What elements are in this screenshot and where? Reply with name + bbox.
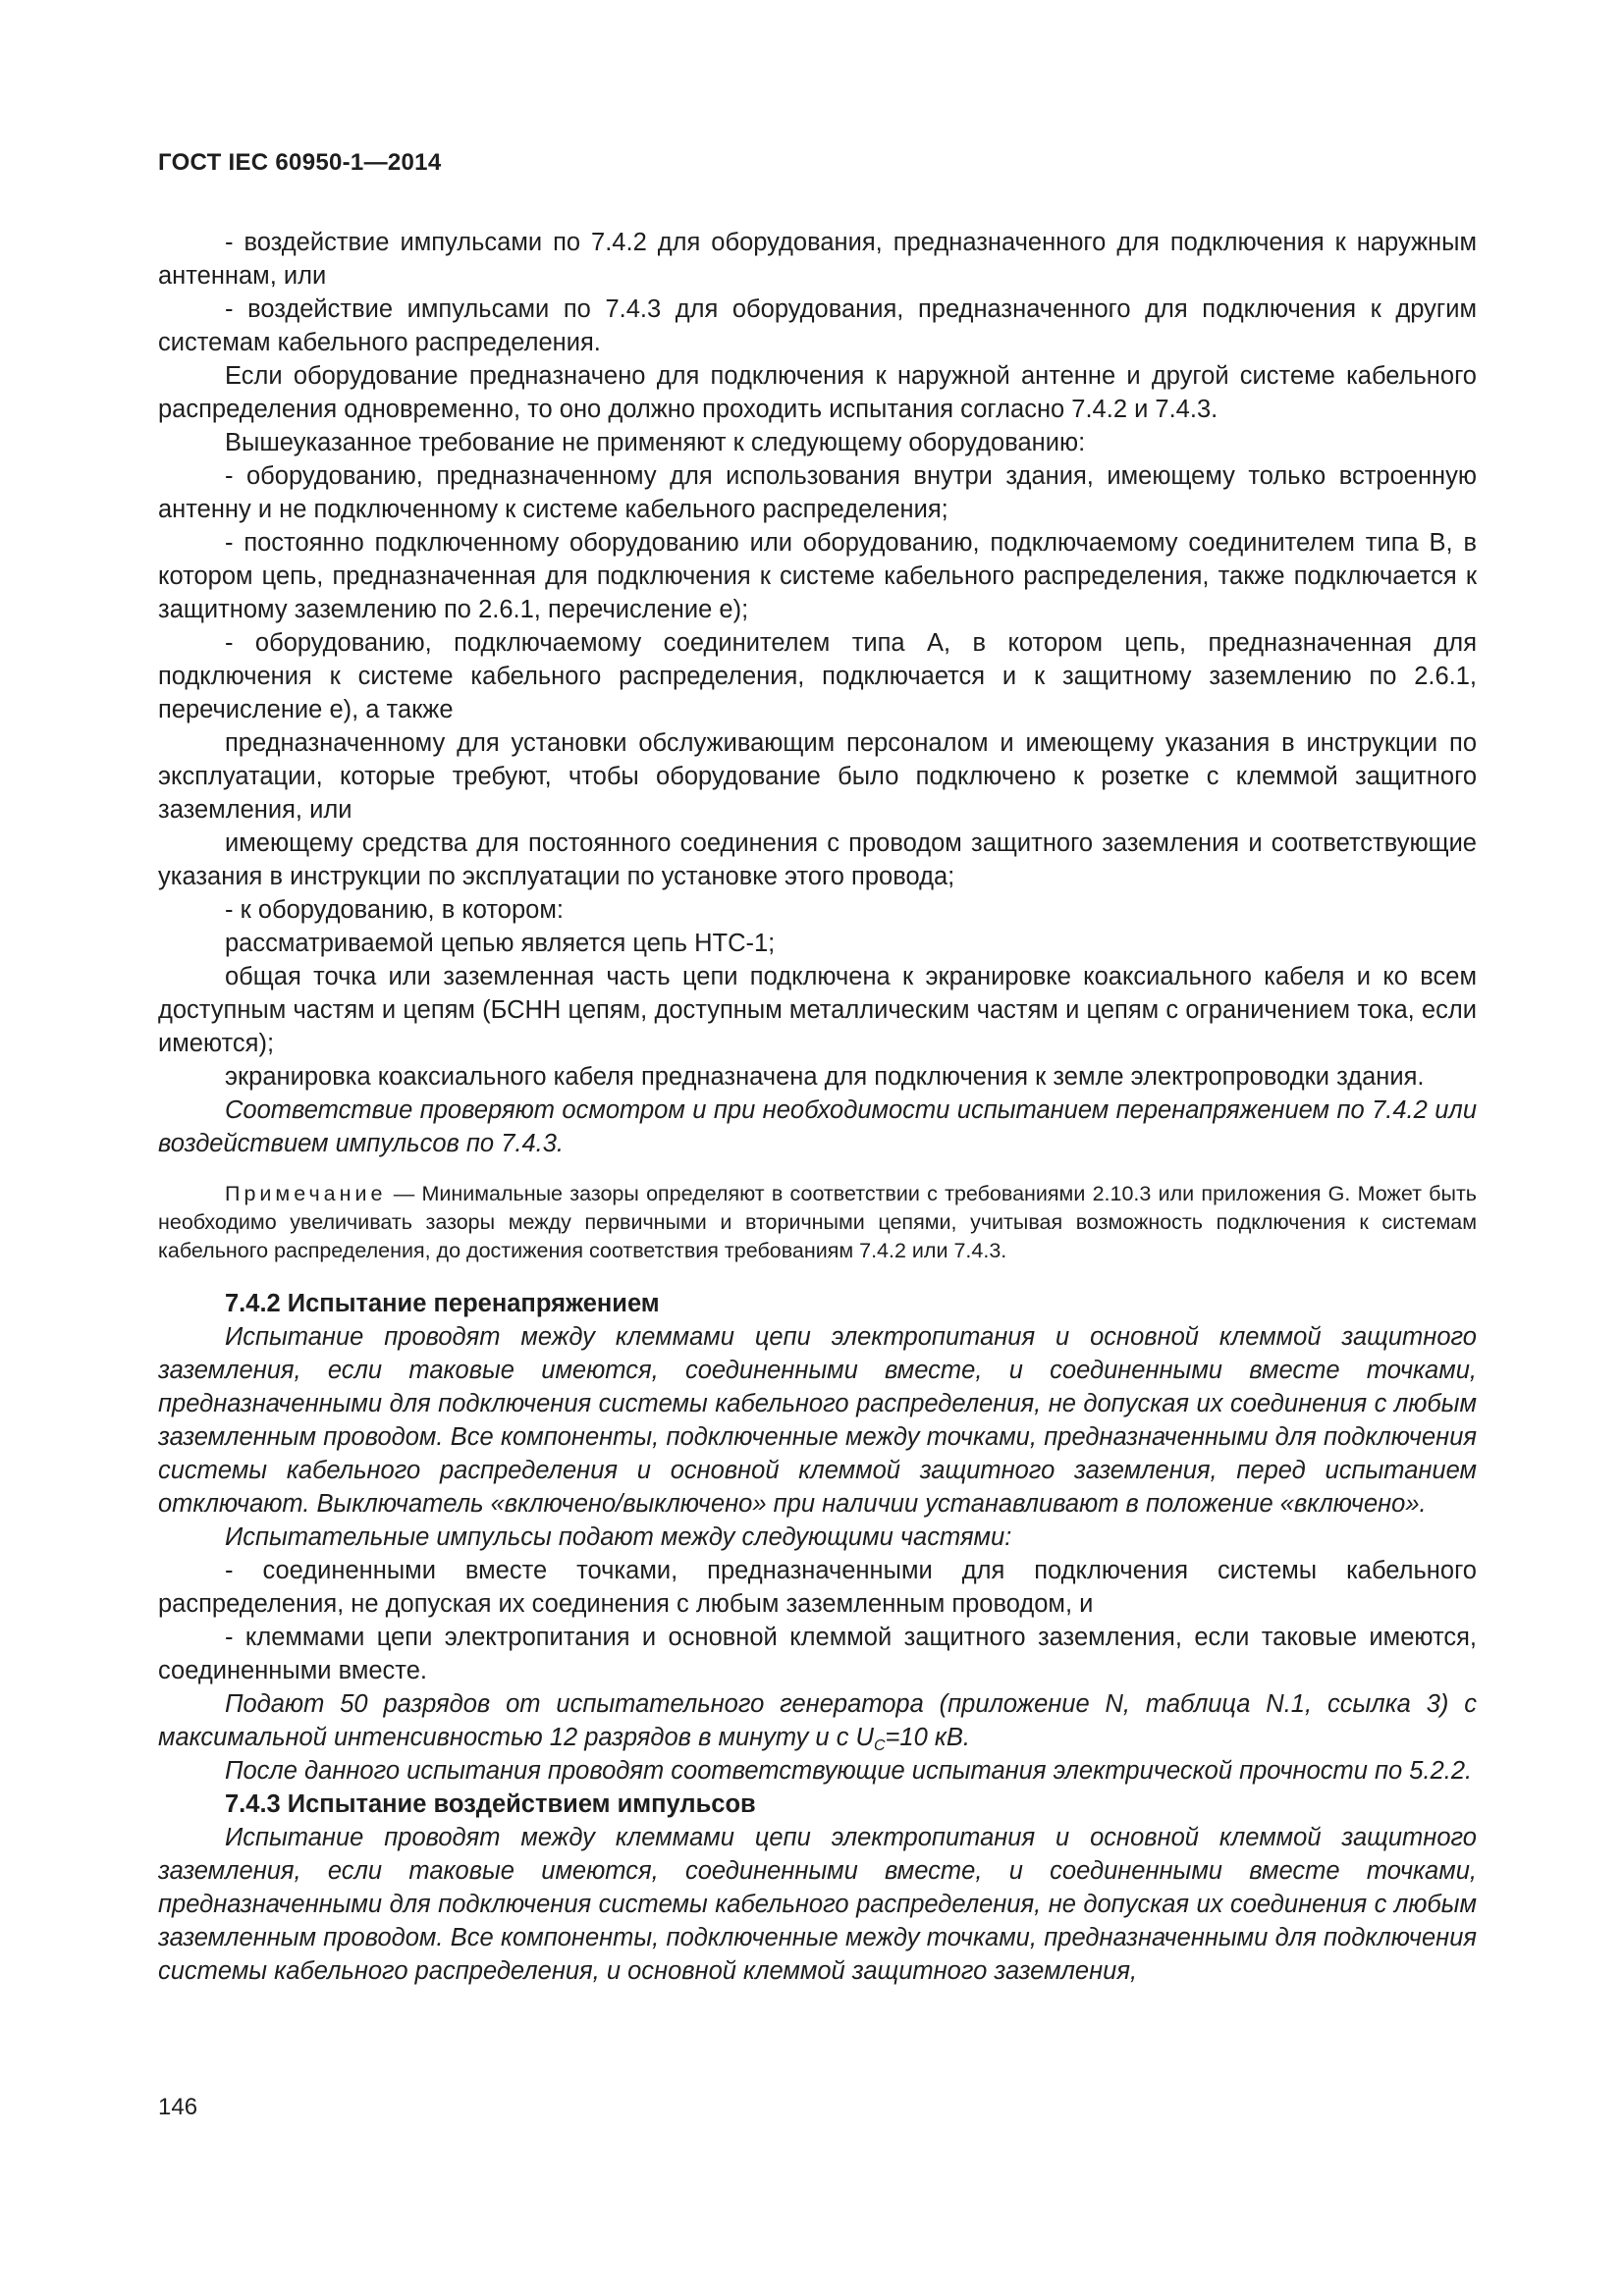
page-number: 146 — [158, 2094, 198, 2120]
paragraph: - соединенными вместе точками, предназначенными для подключения системы кабельного распределения, не допуская их соединения с любым заземленным проводом, и — [158, 1557, 1477, 1618]
compliance-paragraph: Соответствие проверяют осмотром и при необходимости испытанием перенапряжением по 7.4.2 или воздействием импульсов по 7.4.3. — [158, 1096, 1477, 1157]
paragraph: - к оборудованию, в котором: — [225, 896, 564, 924]
paragraph: рассматриваемой цепью является цепь НТС-1; — [225, 930, 776, 957]
section-heading-7-4-3: 7.4.3 Испытание воздействием импульсов — [225, 1790, 756, 1818]
paragraph: Испытание проводят между клеммами цепи электропитания и основной клеммой защитного заземления, если таковые имеются, соединенными вместе, и соединенными вместе точками, предназначенными для подключения системы кабельного распределения, не допуская их соединения с любым заземленным проводом. Все компоненты, подключенные между точками, предназначенными для подключения системы кабельного распределения, и основной клеммой защитного заземления, — [158, 1824, 1477, 1985]
text-run: Подают 50 разрядов от испытательного генератора (приложение N, таблица N.1, ссылка 3) с максимальной интенсивностью 12 разрядов в минуту и с U — [158, 1690, 1477, 1751]
paragraph: имеющему средства для постоянного соединения с проводом защитного заземления и соответствующие указания в инструкции по эксплуатации по установке этого провода; — [158, 829, 1477, 890]
paragraph: - воздействие импульсами по 7.4.3 для оборудования, предназначенного для подключения к другим системам кабельного распределения. — [158, 295, 1477, 356]
main-text — [158, 226, 1477, 1988]
subscript: C — [873, 1737, 886, 1754]
text-run: =10 кВ. — [885, 1724, 971, 1751]
paragraph: Испытание проводят между клеммами цепи электропитания и основной клеммой защитного заземления, если таковые имеются, соединенными вместе, и соединенными вместе точками, предназначенными для подключения системы кабельного распределения, не допуская их соединения с любым заземленным проводом. Все компоненты, подключенные между точками, предназначенными для подключения системы кабельного распределения и основной клеммой защитного заземления, перед испытанием отключают. Выключатель «включено/выключено» при наличии устанавливают в положение «включено». — [158, 1323, 1477, 1518]
note-label: Примечание — [225, 1182, 387, 1205]
paragraph: - оборудованию, предназначенному для использования внутри здания, имеющему только встроенную антенну и не подключенному к системе кабельного распределения; — [158, 462, 1477, 523]
paragraph: - клеммами цепи электропитания и основной клеммой защитного заземления, если таковые имеются, соединенными вместе. — [158, 1624, 1477, 1684]
paragraph: - оборудованию, подключаемому соединителем типа А, в котором цепь, предназначенная для подключения к системе кабельного распределения, подключается и к защитному заземлению по 2.6.1, перечисление е), а также — [158, 629, 1477, 723]
paragraph: Вышеуказанное требование не применяют к следующему оборудованию: — [225, 429, 1086, 456]
paragraph: экранировка коаксиального кабеля предназначена для подключения к земле электропроводки здания. — [225, 1063, 1425, 1091]
note-text: — Минимальные зазоры определяют в соответствии с требованиями 2.10.3 или приложения G. Может быть необходимо увеличивать зазоры между первичными и вторичными цепями, учитывая возможность подключения к системам кабельного распределения, до достижения соответствия требованиям 7.4.2 или 7.4.3. — [158, 1182, 1477, 1262]
paragraph: Испытательные импульсы подают между следующими частями: — [225, 1523, 1012, 1551]
paragraph: После данного испытания проводят соответствующие испытания электрической прочности по 5.2.2. — [225, 1757, 1473, 1785]
note — [158, 1180, 1477, 1265]
paragraph — [158, 1687, 1477, 1754]
paragraph: предназначенному для установки обслуживающим персоналом и имеющему указания в инструкции по эксплуатации, которые требуют, чтобы оборудование было подключено к розетке с клеммой защитного заземления, или — [158, 729, 1477, 824]
paragraph: Если оборудование предназначено для подключения к наружной антенне и другой системе кабельного распределения одновременно, то оно должно проходить испытания согласно 7.4.2 и 7.4.3. — [158, 362, 1477, 423]
paragraph: общая точка или заземленная часть цепи подключена к экранировке коаксиального кабеля и ко всем доступным частям и цепям (БСНН цепям, доступным металлическим частям и цепям с ограничением тока, если имеются); — [158, 963, 1477, 1057]
paragraph: - воздействие импульсами по 7.4.2 для оборудования, предназначенного для подключения к наружным антеннам, или — [158, 229, 1477, 290]
paragraph: - постоянно подключенному оборудованию или оборудованию, подключаемому соединителем типа В, в котором цепь, предназначенная для подключения к системе кабельного распределения, также подключается к защитному заземлению по 2.6.1, перечисление е); — [158, 529, 1477, 623]
document-header: ГОСТ IEC 60950-1—2014 — [158, 149, 442, 176]
section-heading-7-4-2: 7.4.2 Испытание перенапряжением — [225, 1290, 660, 1317]
